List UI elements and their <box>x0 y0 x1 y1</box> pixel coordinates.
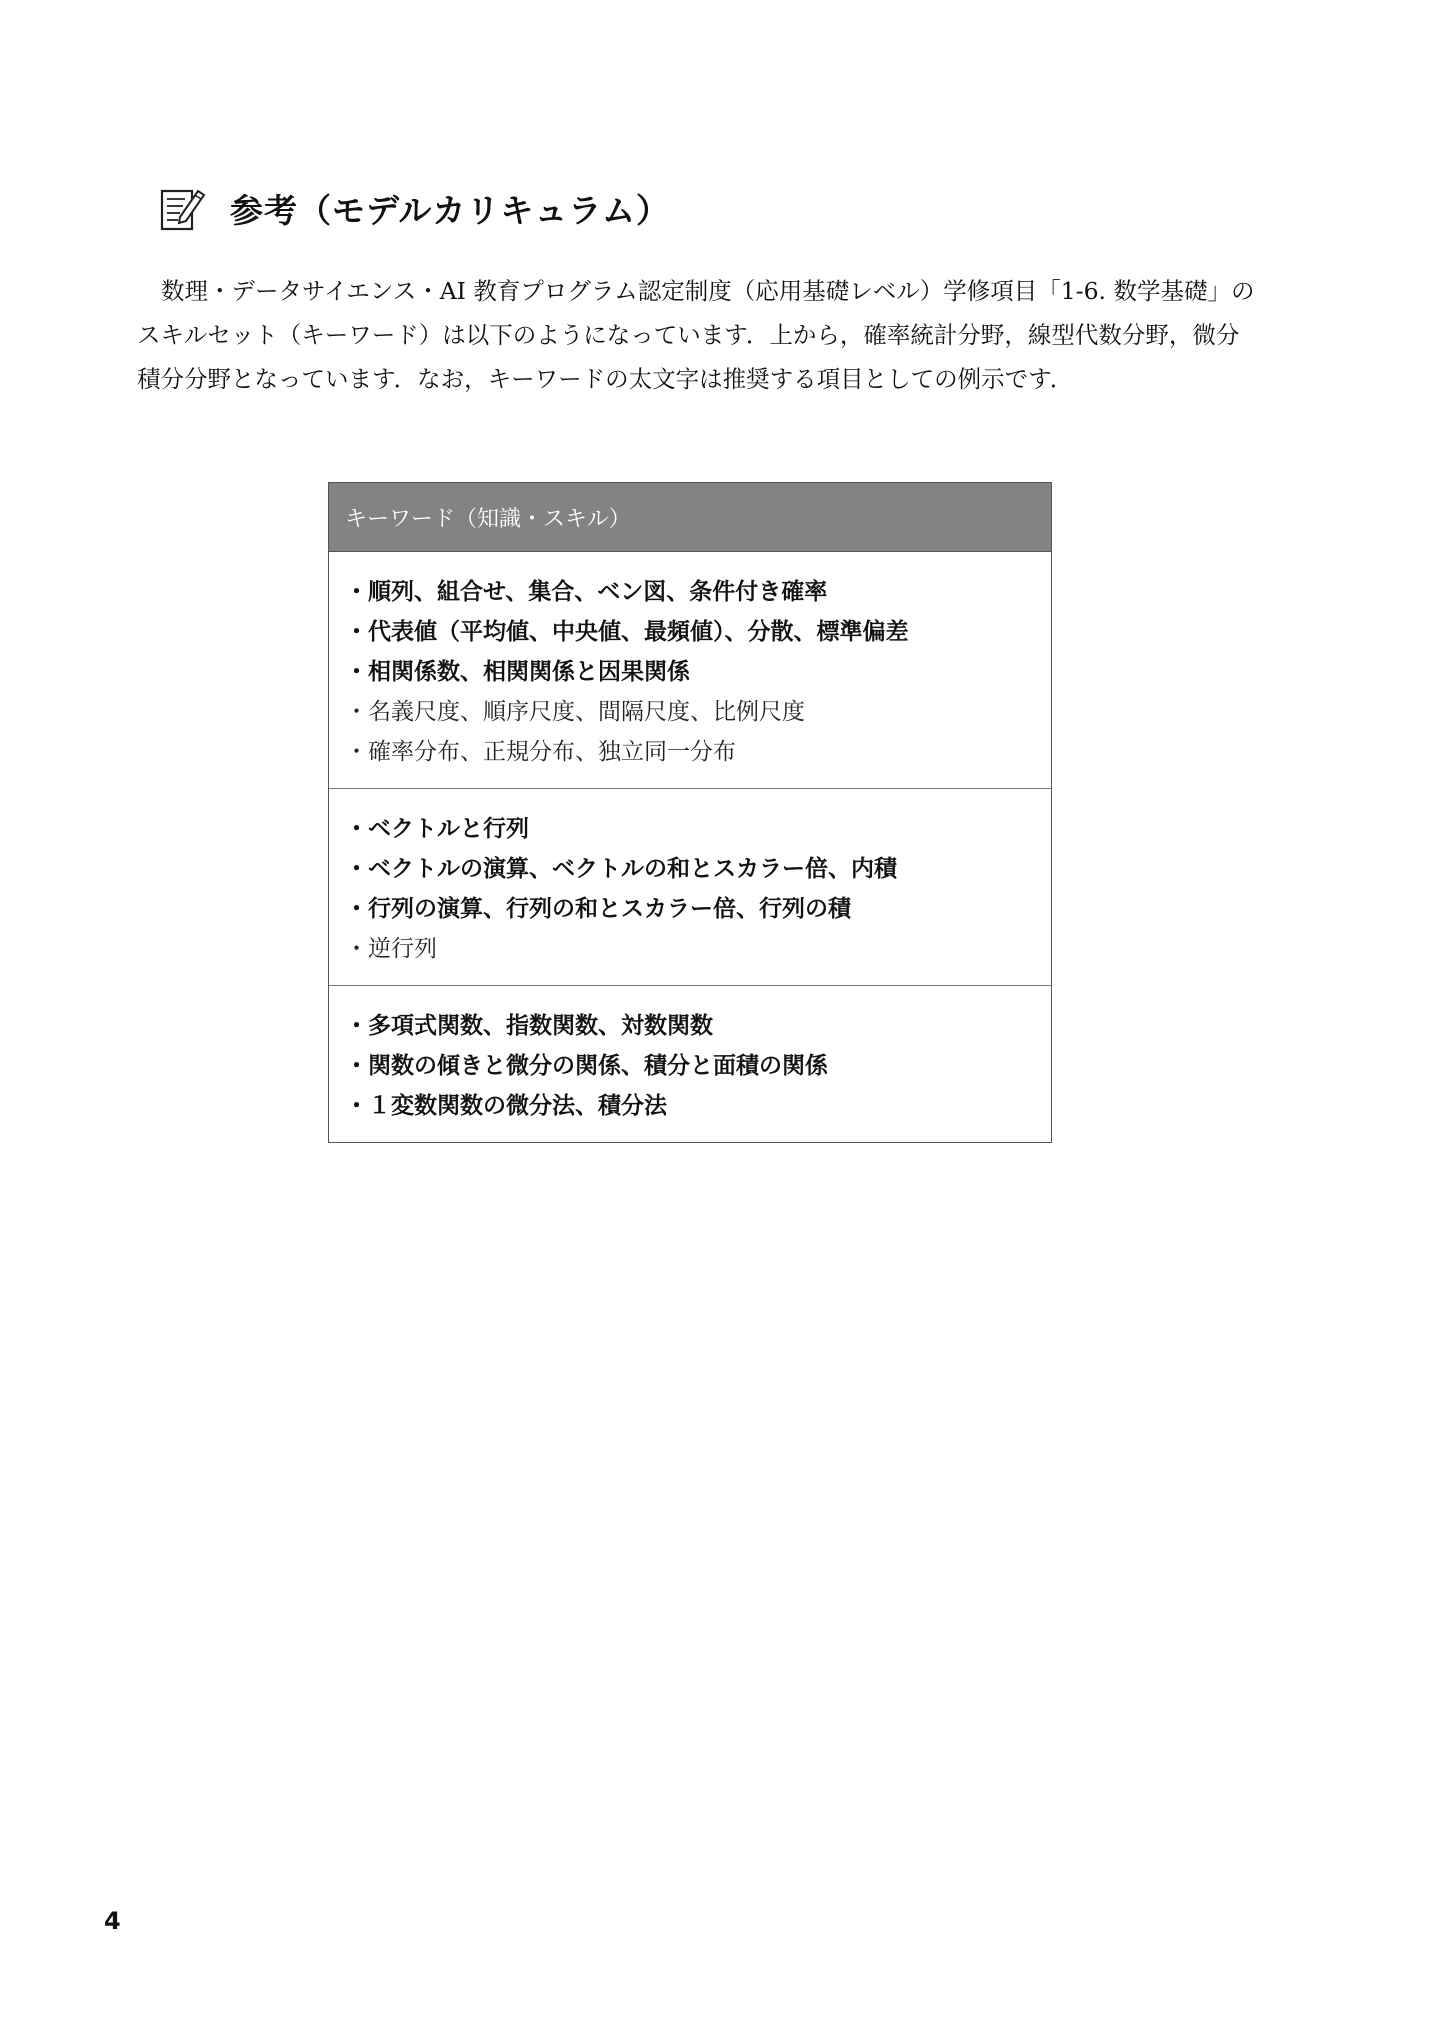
section-heading <box>158 183 670 233</box>
keyword-table-header: キーワード（知識・スキル） <box>329 483 1051 552</box>
keyword-item: ・相関係数、相関関係と因果関係 <box>345 659 690 685</box>
keyword-item: ・関数の傾きと微分の関係、積分と面積の関係 <box>345 1053 828 1079</box>
keyword-item: ・確率分布、正規分布、独立同一分布 <box>345 739 736 765</box>
keyword-item: ・逆行列 <box>345 936 437 962</box>
memo-pencil-icon <box>158 183 208 233</box>
keyword-item: ・代表値（平均値、中央値、最頻値）、分散、標準偏差 <box>345 619 909 645</box>
keyword-item: ・ベクトルの演算、ベクトルの和とスカラー倍、内積 <box>345 856 897 882</box>
keyword-section-linear-algebra <box>329 789 1051 986</box>
keyword-section-calculus <box>329 986 1051 1142</box>
page-number: 4 <box>104 1907 121 1935</box>
keyword-item: ・ベクトルと行列 <box>345 816 529 842</box>
keyword-item: ・１変数関数の微分法、積分法 <box>345 1093 667 1119</box>
keyword-item: ・多項式関数、指数関数、対数関数 <box>345 1013 713 1039</box>
keyword-item: ・名義尺度、順序尺度、間隔尺度、比例尺度 <box>345 699 805 725</box>
keyword-item: ・行列の演算、行列の和とスカラー倍、行列の積 <box>345 896 851 922</box>
heading-title: 参考（モデルカリキュラム） <box>230 190 671 230</box>
intro-paragraph: 数理・データサイエンス・AI 教育プログラム認定制度（応用基礎レベル）学修項目「1-6. 数学基礎」のスキルセット（キーワード）は以下のようになっています．上から，確率統計分野，線型代数分野，微分積分分野となっています．なお，キーワードの太文字は推奨する項目としての例示です． <box>137 276 1255 393</box>
keyword-item: ・順列、組合せ、集合、ベン図、条件付き確率 <box>345 579 828 605</box>
keyword-section-probability-statistics <box>329 552 1051 789</box>
keyword-table <box>328 482 1052 1143</box>
